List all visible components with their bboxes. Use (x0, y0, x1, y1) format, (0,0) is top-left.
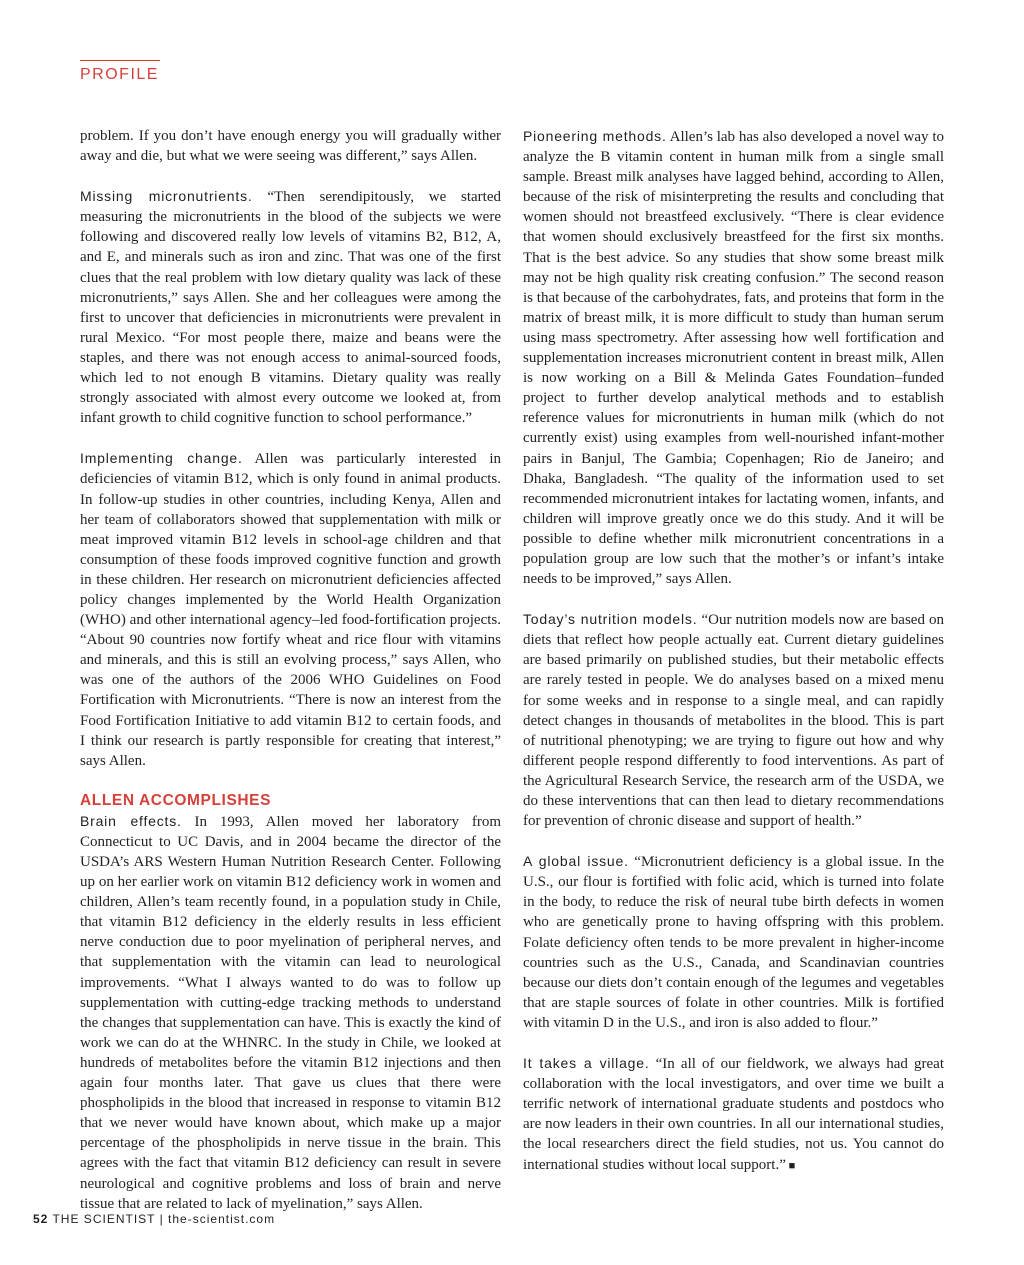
paragraph-lead: It takes a village. (523, 1055, 650, 1072)
page-number: 52 (33, 1212, 49, 1226)
left-column (80, 126, 501, 1214)
publication-name: THE SCIENTIST | the-scientist.com (48, 1212, 276, 1226)
paragraph-brain-effects (80, 811, 501, 1214)
paragraph-text: In 1993, Allen moved her laboratory from Connecticut to UC Davis, and in 2004 became the director of the USDA’s ARS Western Human Nutrition Research Center. Following up on her earlier work on vitamin B12 deficiency work in women and children, Allen’s team recently found, in a population study in Chile, that vitamin B12 deficiency in the elderly results in less efficient nerve conduction due to poor myelination of peripheral nerves, and that supplementation with the vitamin can lead to neurological improvements. “What I always wanted to do was to follow up supplementation with cutting-edge tracking methods to understand the changes that supplementation can have. This is exactly the kind of work we can do at the WHNRC. In the study in Chile, we looked at hundreds of metabolites before the vitamin B12 injections and then again four months later. That gave us clues that there were phospholipids in the blood that increased in response to vitamin B12 that we never would have known about, which make up a major percentage of the phospholipids in nerve tissue in the brain. This agrees with the fact that vitamin B12 deficiency can result in severe neurological and cognitive problems and loss of brain and nerve tissue that are related to lack of myelination,” says Allen. (80, 813, 501, 1212)
right-column (523, 126, 944, 1176)
paragraph-implementing-change (80, 448, 501, 771)
header-rule (80, 60, 160, 61)
paragraph-text: “Our nutrition models now are based on diets that reflect how people actually eat. Current dietary guidelines are based primarily on published studies, but their metabolic effects are rarely tested in people. We do analyses based on a mixed menu for some weeks and in response to a single meal, and can rapidly detect changes in thousands of metabolites in the blood. This is part of nutritional phenotyping; we are trying to figure out how and why different people respond differently to food interventions. As part of the Agricultural Research Service, the research arm of the USDA, we do these interventions that can then lead to dietary recommendations for prevention of chronic disease and support of health.” (523, 612, 945, 830)
paragraph-text: Allen’s lab has also developed a novel way to analyze the B vitamin content in human milk from a single small sample. Breast milk analyses have lagged behind, according to Allen, because of the risk of misinterpreting the results and concluding that women should not breastfeed exclusively. “There is clear evidence that women should exclusively breastfeed for the first six months. That is the best advice. So any studies that show some breast milk may not be high quality risk creating confusion.” The second reason is that because of the carbohydrates, fats, and proteins that form in the matrix of breast milk, it is more difficult to study than human serum using mass spectrometry. After assessing how well fortification and supplementation increases micronutrient content in breast milk, Allen is now working on a Bill & Melinda Gates Foundation–funded project to further develop analytical methods and to establish reference values for micronutrients in human milk (which do not currently exist) using examples from well-nourished infant-mother pairs in Banjul, The Gambia; Copenhagen; Rio de Janeiro; and Dhaka, Bangladesh. “The quality of the information used to set recommended micronutrient intakes for lactating women, infants, and children will improve greatly once we do this study. And it will be possible to define whether milk micronutrient concentrations in a population group are low such that the mother’s or infant’s intake needs to be improved,” says Allen. (523, 129, 944, 588)
paragraph-takes-a-village (523, 1053, 944, 1176)
paragraph-lead: Brain effects. (80, 812, 182, 829)
paragraph-nutrition-models (523, 609, 944, 831)
paragraph-text: “Then serendipitously, we started measuring the micronutrients in the blood of the subjects we were following and discovered really low levels of vitamins B2, B12, A, and E, and minerals such as iron and zinc. That was one of the first clues that the real problem with low dietary quality was lack of these micronutrients,” says Allen. She and her colleagues were among the first to uncover that deficiencies in micronutrients were prevalent in rural Mexico. “For most people there, maize and beans were the staples, and there was not enough access to animal-sourced foods, which led to not enough B vitamins. Dietary quality was really strongly associated with almost every outcome we looked at, from infant growth to child cognitive function to school performance.” (80, 189, 501, 427)
paragraph-text: Allen was particularly interested in deficiencies of vitamin B12, which is only found in animal products. In follow-up studies in other countries, including Kenya, Allen and her team of collaborators showed that supplementation with milk or meat improved vitamin B12 levels in school-age children and that consumption of these foods improved cognitive function and growth in these children. Her research on micronutrient deficiencies affected policy changes implemented by the World Health Organization (WHO) and other international agency–led food-fortification projects. “About 90 countries now fortify wheat and rice flour with vitamins and minerals, and this is still an evolving process,” says Allen, who was one of the authors of the 2006 WHO Guidelines on Food Fortification with Micronutrients. “There is now an interest from the Food Fortification Initiative to add vitamin B12 to certain foods, and I think our research is partly responsible for creating that interest,” says Allen. (80, 451, 501, 769)
paragraph-text: “Micronutrient deficiency is a global issue. In the U.S., our flour is fortified with folic acid, which is turned into folate in the body, to reduce the risk of neural tube birth defects in women who are genetically prone to having offspring with this problem. Folate deficiency often tends to be more prevalent in higher-income countries such as the U.S., Canada, and Scandinavian countries because our diets don’t contain enough of the legumes and vegetables that are staple sources of folate in other countries. Milk is fortified with vitamin D in the U.S., and iron is also added to flour.” (523, 854, 944, 1031)
section-subhead: ALLEN ACCOMPLISHES (80, 791, 272, 809)
paragraph-text: problem. If you don’t have enough energy you will gradually wither away and die, but what we were seeing was different,” says Allen. (80, 128, 501, 165)
paragraph-lead: Missing micronutrients. (80, 188, 253, 205)
paragraph-text: “In all of our fieldwork, we always had great collaboration with the local investigators, and over time we built a terrific network of international graduate students and postdocs who are now leaders in their own countries. In all our international studies, the local researchers direct the field studies, not us. You cannot do international studies without local support.” (523, 1056, 944, 1173)
paragraph-lead: A global issue. (523, 853, 629, 870)
paragraph-lead: Pioneering methods. (523, 128, 667, 144)
paragraph-lead: Implementing change. (80, 450, 243, 467)
paragraph-pioneering-methods (523, 126, 944, 589)
page-footer (33, 1212, 275, 1226)
paragraph-global-issue (523, 851, 944, 1033)
paragraph-intro (80, 126, 501, 166)
section-label: PROFILE (80, 66, 159, 83)
end-mark-icon: ■ (785, 1159, 796, 1172)
paragraph-lead: Today’s nutrition models. (523, 611, 698, 628)
paragraph-missing-micronutrients (80, 186, 501, 428)
